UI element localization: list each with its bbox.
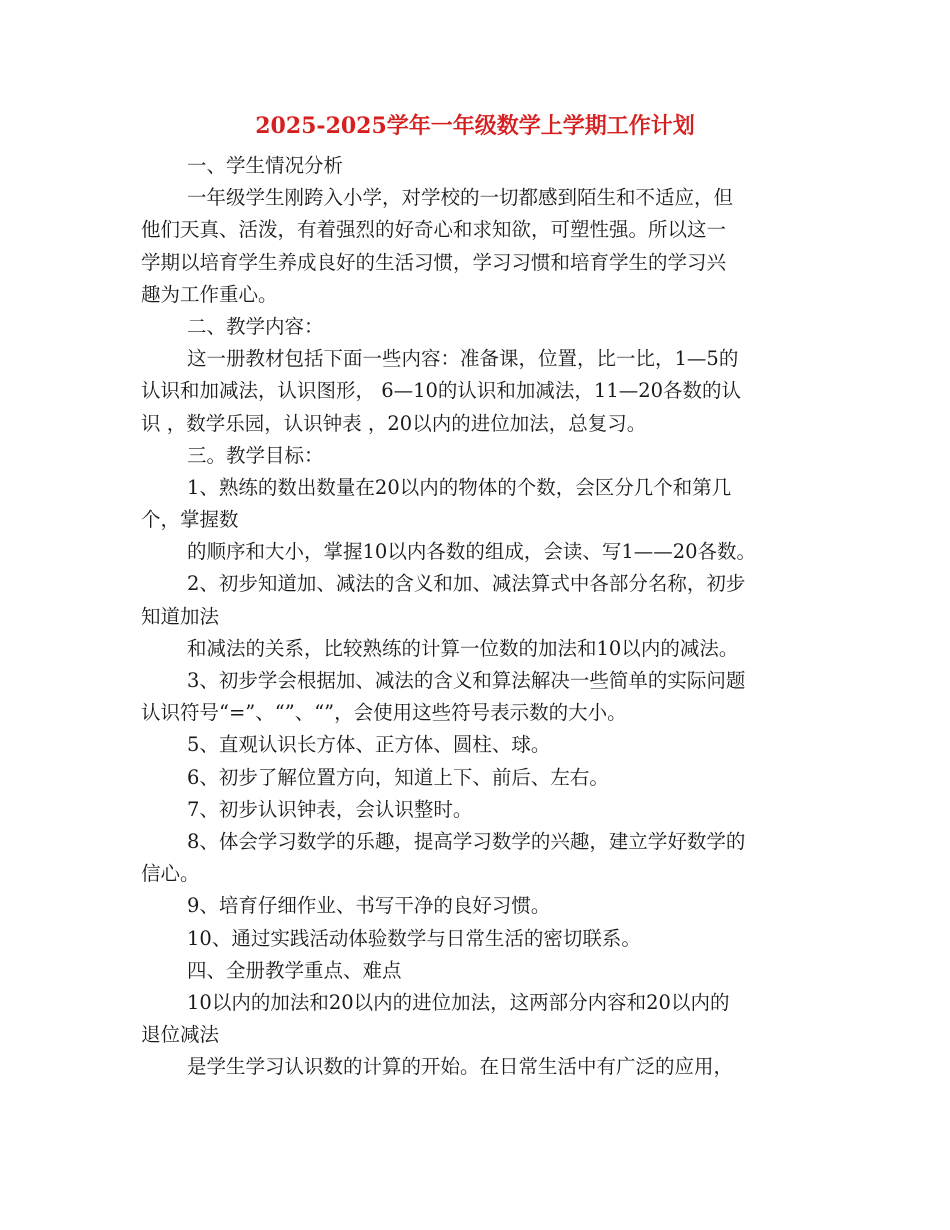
- body-line: 3、初步学会根据加、减法的含义和算法解决一些简单的实际问题: [187, 669, 746, 692]
- body-line: 他们天真、活泼，有着强烈的好奇心和求知欲，可塑性强。所以这一: [141, 218, 727, 242]
- body-line: 这一册教材包括下面一些内容：准备课，位置，比一比，1—5的: [187, 347, 739, 371]
- body-line: 7、初步认识钟表，会认识整时。: [187, 797, 473, 821]
- body-line: 6、初步了解位置方向，知道上下、前后、左右。: [187, 765, 609, 789]
- body-line: 是学生学习认识数的计算的开始。在日常生活中有广泛的应用，: [187, 1055, 734, 1079]
- body-line: 10、通过实践活动体验数学与日常生活的密切联系。: [187, 926, 641, 950]
- body-line: 认识和加减法，认识图形， 6—10的认识和加减法，11—20各数的认: [141, 379, 742, 403]
- body-line: 一、学生情况分析: [187, 154, 344, 177]
- body-line: 5、直观认识长方体、正方体、圆柱、球。: [187, 733, 551, 757]
- body-line: 四、全册教学重点、难点: [187, 958, 402, 982]
- body-line: 10以内的加法和20以内的进位加法，这两部分内容和20以内的: [187, 990, 730, 1014]
- body-line: 一年级学生刚跨入小学，对学校的一切都感到陌生和不适应，但: [187, 186, 734, 210]
- body-line: 1、熟练的数出数量在20以内的物体的个数，会区分几个和第几: [187, 475, 732, 499]
- body-line: 的顺序和大小，掌握10以内各数的组成，会读、写1——20各数。: [187, 540, 757, 564]
- body-line: 退位减法: [141, 1023, 220, 1047]
- body-line: 二、教学内容：: [187, 314, 324, 338]
- body-line: 三。教学目标：: [187, 443, 324, 467]
- body-line: 识 ，数学乐园，认识钟表 ，20以内的进位加法，总复习。: [141, 411, 647, 435]
- body-line: 个，掌握数: [141, 508, 239, 532]
- document-title: 2025-2025学年一年级数学上学期工作计划: [255, 113, 695, 139]
- body-line: 2、初步知道加、减法的含义和加、减法算式中各部分名称，初步: [187, 572, 746, 596]
- body-line: 信心。: [141, 862, 200, 886]
- body-line: 认识符号“=”、“”、“”，会使用这些符号表示数的大小。: [141, 701, 627, 725]
- body-line: 趣为工作重心。: [141, 282, 278, 306]
- body-line: 知道加法: [141, 604, 220, 628]
- body-line: 8、体会学习数学的乐趣，提高学习数学的兴趣，建立学好数学的: [187, 829, 746, 853]
- body-line: 学期以培育学生养成良好的生活习惯，学习习惯和培育学生的学习兴: [141, 250, 727, 274]
- body-line: 和减法的关系，比较熟练的计算一位数的加法和10以内的减法。: [187, 636, 739, 660]
- body-line: 9、培育仔细作业、书写干净的良好习惯。: [187, 894, 551, 918]
- document-body: [141, 150, 821, 1083]
